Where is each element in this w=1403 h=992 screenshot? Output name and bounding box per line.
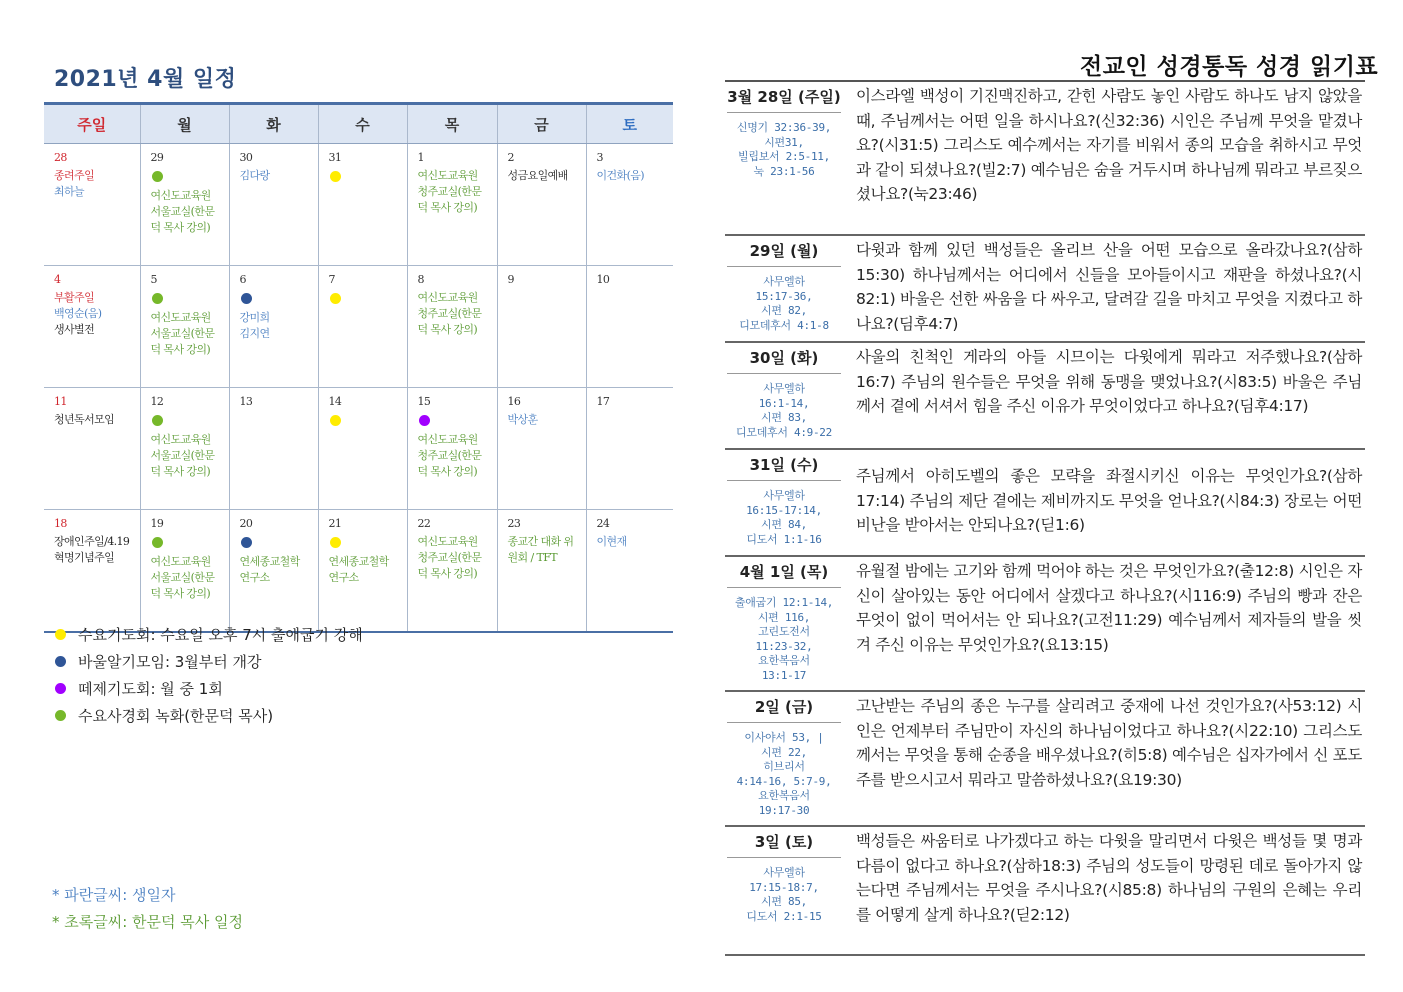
passage-line: 19:17-30 bbox=[758, 803, 810, 817]
yellow-dot-icon bbox=[330, 171, 341, 182]
passage-line: 사무엘하 bbox=[763, 275, 805, 288]
passage-line: 사무엘하 bbox=[763, 382, 805, 395]
reading-table bbox=[725, 82, 1365, 956]
calendar-title: 2021년 4월 일정 bbox=[54, 67, 237, 92]
day-number: 20 bbox=[239, 517, 253, 530]
calendar-day-cell bbox=[318, 510, 407, 633]
calendar-event: 여신도교육원 청주교실(한문덕 목사 강의) bbox=[417, 291, 482, 336]
day-number: 29 bbox=[150, 151, 164, 164]
reading-questions: 고난받는 주님의 종은 누구를 살리려고 중재에 나선 것인가요?(사53:12) 시인은 언제부터 주님만이 자신의 하나님이었다고 하나요?(시22:10) 그리스도께서는 무엇을 통해 순종을 배우셨나요?(히5:8) 예수님은 십자가에서 신 포도주를 받으시고서 뭐라고 말씀하셨나요?(요19:30) bbox=[856, 697, 1363, 789]
passage-line: 눅 23:1-56 bbox=[753, 164, 815, 178]
reading-row-left bbox=[725, 557, 843, 683]
passage-line: 고린도전서 bbox=[758, 625, 810, 638]
calendar-day-cell bbox=[229, 510, 318, 633]
legend-item bbox=[55, 702, 363, 729]
calendar-day-cell bbox=[497, 510, 586, 633]
reading-row bbox=[725, 236, 1365, 343]
calendar-event: 여신도교육원 청주교실(한문덕 목사 강의) bbox=[417, 169, 482, 214]
day-number: 13 bbox=[239, 395, 253, 408]
reading-row bbox=[725, 343, 1365, 450]
navy-dot-icon bbox=[241, 537, 252, 548]
calendar-event: 연세종교철학 연구소 bbox=[239, 555, 300, 584]
passage-line: 4:14-16, 5:7-9, bbox=[736, 774, 832, 788]
navy-dot-icon bbox=[55, 656, 66, 667]
passage-line: 이사야서 53, | bbox=[744, 731, 824, 744]
calendar-event: 종교간 대화 위원회 / TFT bbox=[507, 535, 574, 564]
reading-passages bbox=[725, 481, 843, 547]
day-number: 18 bbox=[54, 517, 67, 530]
passage-line: 빌립보서 2:5-11, bbox=[738, 150, 830, 163]
day-number: 6 bbox=[239, 273, 246, 286]
day-number: 15 bbox=[417, 395, 431, 408]
calendar-event: 청년독서모임 bbox=[54, 413, 115, 426]
day-number: 3 bbox=[596, 151, 603, 164]
calendar-event: 장애인주일/4.19 혁명기념주일 bbox=[54, 535, 130, 564]
passage-line: 히브리서 bbox=[763, 760, 805, 773]
reading-questions: 사울의 친척인 게라의 아들 시므이는 다윗에게 뭐라고 저주했나요?(삼하16:7) 주님의 원수들은 무엇을 위해 동맹을 맺었나요?(시83:5) 바울은 주님께서 곁에 서셔서 힘을 주신 이유가 무엇이었다고 하나요?(딤후4:17) bbox=[856, 348, 1362, 415]
calendar-event: 김다랑 bbox=[239, 169, 270, 182]
calendar-event: 최하늘 bbox=[54, 185, 85, 198]
reading-questions: 백성들은 싸움터로 나가겠다고 하는 다윗을 말리면서 다윗은 백성들 몇 명과 다름이 없다고 하나요?(삼하18:3) 주님의 성도들이 망령된 데로 돌아가지 않는다면 주님께서는 무엇을 주시나요?(시85:8) 하나님의 구원의 은혜는 우리를 어떻게 살게 하나요?(딛2:12) bbox=[856, 832, 1362, 924]
calendar-event: 종려주일 bbox=[54, 169, 95, 182]
day-number: 11 bbox=[54, 395, 67, 408]
calendar-event: 성금요일예배 bbox=[507, 169, 568, 182]
passage-line: 시편 85, bbox=[761, 895, 807, 908]
day-number: 23 bbox=[507, 517, 521, 530]
calendar-day-cell bbox=[586, 510, 673, 633]
reading-date: 29일 (월) bbox=[727, 236, 841, 267]
day-number: 5 bbox=[150, 273, 157, 286]
yellow-dot-icon bbox=[55, 629, 66, 640]
green-dot-icon bbox=[152, 415, 163, 426]
reading-row bbox=[725, 450, 1365, 557]
purple-dot-icon bbox=[419, 415, 430, 426]
passage-line: 시편 82, bbox=[761, 304, 807, 317]
reading-passages bbox=[725, 113, 843, 179]
weekday-header: 금 bbox=[497, 104, 586, 144]
reading-passages bbox=[725, 374, 843, 440]
day-number: 14 bbox=[328, 395, 342, 408]
calendar-day-cell bbox=[44, 144, 140, 266]
calendar-day-cell bbox=[407, 510, 497, 633]
calendar-event: 여신도교육원 서울교실(한문덕 목사 강의) bbox=[150, 433, 215, 478]
calendar-week bbox=[44, 144, 673, 266]
calendar-event: 이현재 bbox=[596, 535, 627, 548]
reading-date: 3월 28일 (주일) bbox=[727, 82, 841, 113]
day-number: 24 bbox=[596, 517, 610, 530]
green-dot-icon bbox=[152, 171, 163, 182]
passage-line: 16:15-17:14, bbox=[746, 503, 822, 517]
passage-line: 사무엘하 bbox=[763, 489, 805, 502]
passage-line: 신명기 32:36-39, bbox=[736, 121, 832, 134]
calendar-event: 연세종교철학 연구소 bbox=[328, 555, 389, 584]
reading-row-left bbox=[725, 82, 843, 179]
legend-label: 바울알기모임: 3월부터 개강 bbox=[78, 653, 262, 671]
reading-row bbox=[725, 827, 1365, 956]
calendar-legend bbox=[55, 621, 363, 729]
calendar-event: 생사별전 bbox=[54, 323, 95, 336]
passage-line: 16:1-14, bbox=[758, 396, 810, 410]
calendar-day-cell bbox=[140, 388, 229, 510]
reading-date: 4월 1일 (목) bbox=[727, 557, 841, 588]
calendar-day-cell bbox=[229, 144, 318, 266]
calendar-table bbox=[44, 102, 673, 633]
passage-line: 디도서 1:1-16 bbox=[746, 532, 822, 546]
reading-questions: 이스라엘 백성이 기진맥진하고, 갇힌 사람도 놓인 사람도 하나도 남지 않았을 때, 주님께서는 어떤 일을 하시나요?(신32:36) 시인은 주님께 무엇을 맡겼나요?(시31:5) 그리스도 예수께서는 자기를 비워서 종의 모습을 취하시고 무엇과 같이 되셨나요?(빌2:7) 예수님은 숨을 거두시며 하나님께 뭐라고 부르짖으셨나요?(눅23:46) bbox=[856, 87, 1363, 203]
weekday-header: 월 bbox=[140, 104, 229, 144]
reading-passages bbox=[725, 267, 843, 333]
navy-dot-icon bbox=[241, 293, 252, 304]
yellow-dot-icon bbox=[330, 537, 341, 548]
calendar-day-cell bbox=[44, 388, 140, 510]
day-number: 22 bbox=[417, 517, 431, 530]
calendar-day-cell bbox=[497, 388, 586, 510]
day-number: 8 bbox=[417, 273, 424, 286]
day-number: 9 bbox=[507, 273, 514, 286]
calendar-day-cell bbox=[44, 510, 140, 633]
legend-item bbox=[55, 621, 363, 648]
calendar-event: 여신도교육원 서울교실(한문덕 목사 강의) bbox=[150, 555, 215, 600]
calendar-event: 김지연 bbox=[239, 327, 270, 340]
passage-line: 출애굽기 12:1-14, bbox=[734, 596, 834, 609]
legend-item bbox=[55, 648, 363, 675]
reading-questions: 유월절 밤에는 고기와 함께 먹어야 하는 것은 무엇인가요?(출12:8) 시인은 자신이 살아있는 동안 어디에서 살겠다고 하나요?(시116:9) 주님의 빵과 잔은 무엇이 없이 먹어서는 안 되나요?(고전11:29) 예수님께서 제자들의 발을 씻겨 주신 이유는 무엇인가요?(요13:15) bbox=[856, 562, 1362, 654]
legend-label: 떼제기도회: 월 중 1회 bbox=[78, 680, 223, 698]
passage-line: 시편31, bbox=[764, 135, 804, 149]
day-number: 1 bbox=[417, 151, 424, 164]
passage-line: 시편 22, bbox=[761, 745, 807, 759]
calendar-event: 강미희 bbox=[239, 311, 270, 324]
calendar-event: 여신도교육원 청주교실(한문덕 목사 강의) bbox=[417, 433, 482, 478]
reading-questions: 다윗과 함께 있던 백성들은 올리브 산을 어떤 모습으로 올라갔나요?(삼하15:30) 하나님께서는 어디에서 신들을 모아들이시고 재판을 하셨나요?(시82:1) 바울은 선한 싸움을 다 싸우고, 달려갈 길을 마치고 무엇을 지켰다고 하나요?(딤후4:7) bbox=[856, 241, 1362, 333]
legend-item bbox=[55, 675, 363, 702]
calendar-event: 여신도교육원 청주교실(한문덕 목사 강의) bbox=[417, 535, 482, 580]
weekday-header: 토 bbox=[586, 104, 673, 144]
day-number: 17 bbox=[596, 395, 610, 408]
calendar-day-cell bbox=[140, 144, 229, 266]
day-number: 16 bbox=[507, 395, 521, 408]
calendar-day-cell bbox=[497, 266, 586, 388]
reading-date: 30일 (화) bbox=[727, 343, 841, 374]
green-dot-icon bbox=[152, 537, 163, 548]
day-number: 28 bbox=[54, 151, 67, 164]
reading-row-left bbox=[725, 236, 843, 333]
calendar-week bbox=[44, 266, 673, 388]
legend-label: 수요기도회: 수요일 오후 7시 출애굽기 강해 bbox=[78, 626, 363, 644]
passage-line: 요한복음서 bbox=[758, 654, 810, 667]
calendar-day-cell bbox=[407, 144, 497, 266]
calendar-week bbox=[44, 510, 673, 633]
passage-line: 디모데후서 4:1-8 bbox=[739, 318, 829, 332]
day-number: 19 bbox=[150, 517, 164, 530]
calendar-event: 이건화(음) bbox=[596, 169, 644, 182]
calendar-day-cell bbox=[229, 266, 318, 388]
passage-line: 15:17-36, bbox=[755, 289, 813, 303]
calendar-event: 부활주일 bbox=[54, 291, 95, 304]
reading-passages bbox=[725, 858, 843, 924]
calendar-day-cell bbox=[318, 388, 407, 510]
passage-line: 시편 116, bbox=[757, 610, 811, 624]
calendar bbox=[44, 102, 673, 633]
reading-questions: 주님께서 아히도벨의 좋은 모략을 좌절시키신 이유는 무엇인가요?(삼하17:14) 주님의 제단 곁에는 제비까지도 무엇을 얻나요?(시84:3) 장로는 어떤 비난을 받아서는 안되나요?(딛1:6) bbox=[856, 467, 1362, 534]
reading-row bbox=[725, 82, 1365, 236]
passage-line: 사무엘하 bbox=[763, 866, 805, 879]
yellow-dot-icon bbox=[330, 293, 341, 304]
yellow-dot-icon bbox=[330, 415, 341, 426]
calendar-day-cell bbox=[140, 266, 229, 388]
purple-dot-icon bbox=[55, 683, 66, 694]
day-number: 12 bbox=[150, 395, 164, 408]
passage-line: 디도서 2:1-15 bbox=[746, 909, 822, 923]
weekday-header: 주일 bbox=[44, 104, 140, 144]
color-notes bbox=[52, 884, 243, 938]
day-number: 10 bbox=[596, 273, 610, 286]
reading-passages bbox=[725, 723, 843, 818]
reading-date: 2일 (금) bbox=[727, 692, 841, 723]
reading-row-left bbox=[725, 692, 843, 818]
calendar-event: 박상훈 bbox=[507, 413, 538, 426]
legend-label: 수요사경회 녹화(한문덕 목사) bbox=[78, 707, 274, 725]
passage-line: 13:1-17 bbox=[761, 668, 807, 682]
note-green-text: * 초록글씨: 한문덕 목사 일정 bbox=[52, 913, 244, 931]
day-number: 30 bbox=[239, 151, 253, 164]
calendar-event: 여신도교육원 서울교실(한문덕 목사 강의) bbox=[150, 189, 215, 234]
passage-line: 디모데후서 4:9-22 bbox=[736, 425, 832, 439]
calendar-day-cell bbox=[140, 510, 229, 633]
reading-row bbox=[725, 692, 1365, 827]
reading-date: 31일 (수) bbox=[727, 450, 841, 481]
calendar-day-cell bbox=[586, 388, 673, 510]
day-number: 4 bbox=[54, 273, 61, 286]
reading-row-left bbox=[725, 343, 843, 440]
weekday-header: 화 bbox=[229, 104, 318, 144]
reading-row-left bbox=[725, 450, 843, 547]
day-number: 2 bbox=[507, 151, 514, 164]
passage-line: 11:23-32, bbox=[755, 639, 813, 653]
weekday-header: 수 bbox=[318, 104, 407, 144]
calendar-day-cell bbox=[586, 266, 673, 388]
weekday-header: 목 bbox=[407, 104, 497, 144]
day-number: 7 bbox=[328, 273, 335, 286]
calendar-day-cell bbox=[318, 144, 407, 266]
passage-line: 요한복음서 bbox=[758, 789, 810, 802]
day-number: 31 bbox=[328, 151, 342, 164]
passage-line: 시편 83, bbox=[761, 411, 807, 424]
calendar-event: 여신도교육원 서울교실(한문덕 목사 강의) bbox=[150, 311, 215, 356]
green-dot-icon bbox=[152, 293, 163, 304]
calendar-day-cell bbox=[44, 266, 140, 388]
green-dot-icon bbox=[55, 710, 66, 721]
calendar-day-cell bbox=[229, 388, 318, 510]
calendar-day-cell bbox=[586, 144, 673, 266]
day-number: 21 bbox=[328, 517, 342, 530]
calendar-day-cell bbox=[318, 266, 407, 388]
calendar-day-cell bbox=[497, 144, 586, 266]
passage-line: 17:15-18:7, bbox=[749, 880, 819, 894]
note-blue-text: * 파란글씨: 생일자 bbox=[52, 886, 176, 904]
passage-line: 시편 84, bbox=[761, 518, 807, 531]
reading-row bbox=[725, 557, 1365, 692]
reading-title: 전교인 성경통독 성경 읽기표 bbox=[1080, 54, 1379, 80]
calendar-event: 백영순(음) bbox=[54, 307, 102, 320]
calendar-day-cell bbox=[407, 266, 497, 388]
reading-row-left bbox=[725, 827, 843, 924]
reading-passages bbox=[725, 588, 843, 683]
reading-date: 3일 (토) bbox=[727, 827, 841, 858]
calendar-day-cell bbox=[407, 388, 497, 510]
calendar-week bbox=[44, 388, 673, 510]
